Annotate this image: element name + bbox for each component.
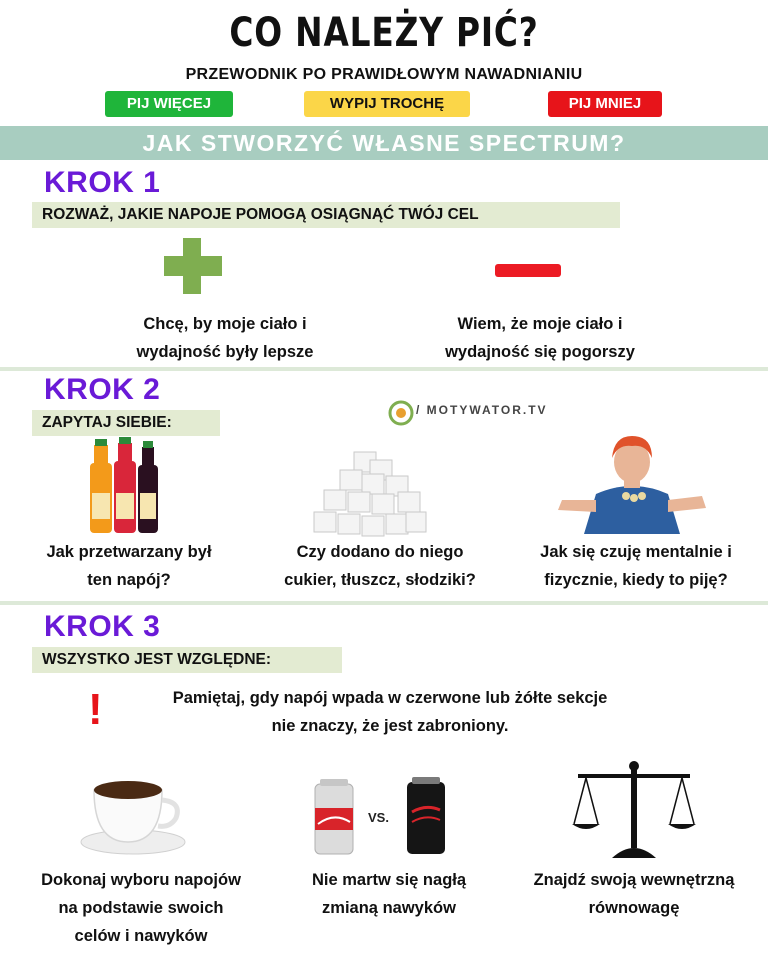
step3-title: KROK 3 (44, 610, 161, 643)
brand-label: / MOTYWATOR.TV (416, 403, 548, 417)
page-subtitle: PRZEWODNIK PO PRAWIDŁOWYM NAWADNIANIU (185, 66, 583, 83)
exclamation-icon: ! (88, 685, 103, 734)
drink-less-badge: PIJ MNIEJ (548, 91, 662, 117)
step3-caption-balance: Znajdź swoją wewnętrzną równowagę (533, 871, 735, 917)
coffee-cup-icon (78, 770, 188, 856)
plus-icon-bar (164, 256, 222, 276)
sugar-cubes-icon (310, 450, 430, 538)
step2-caption-feeling: Jak się czuję mentalnie i fizycznie, kiedy to piję? (540, 543, 732, 589)
step1-tag: ROZWAŻ, JAKIE NAPOJE POMOGĄ OSIĄGNĄĆ TWÓJ CEL (32, 202, 620, 228)
drink-more-badge: PIJ WIĘCEJ (105, 91, 233, 117)
step3-caption-goals: Dokonaj wyboru napojów na podstawie swoich celów i nawyków (41, 871, 241, 945)
woman-shrugging-icon (556, 430, 708, 534)
cola-can-light-icon (312, 778, 356, 858)
brand-logo-icon (388, 400, 414, 426)
step2-caption-processing: Jak przetwarzany był ten napój? (46, 543, 212, 589)
step3-tag: WSZYSTKO JEST WZGLĘDNE: (32, 647, 342, 673)
cola-can-zero-icon (404, 776, 448, 858)
step3-caption-habits: Nie martw się nagłą zmianą nawyków (311, 871, 467, 917)
drink-some-badge: WYPIJ TROCHĘ (304, 91, 470, 117)
section-banner: JAK STWORZYĆ WŁASNE SPECTRUM? (0, 126, 768, 160)
step2-tag: ZAPYTAJ SIEBIE: (32, 410, 220, 436)
step1-right-caption: Wiem, że moje ciało i wydajność się pogorszy (445, 315, 635, 361)
divider (0, 601, 768, 605)
divider (0, 367, 768, 371)
page-title: CO NALEŻY PIĆ? (229, 10, 539, 56)
minus-icon (495, 264, 561, 277)
step2-caption-additives: Czy dodano do niego cukier, tłuszcz, słodziki? (284, 543, 476, 589)
step2-title: KROK 2 (44, 373, 161, 406)
balance-scale-icon (572, 758, 696, 862)
juice-bottles-icon (86, 435, 162, 535)
step3-note: Pamiętaj, gdy napój wpada w czerwone lub żółte sekcje nie znaczy, że jest zabroniony. (172, 689, 608, 735)
step1-title: KROK 1 (44, 166, 161, 199)
step1-left-caption: Chcę, by moje ciało i wydajność były lepsze (136, 315, 314, 361)
versus-label: VS. (368, 810, 389, 825)
